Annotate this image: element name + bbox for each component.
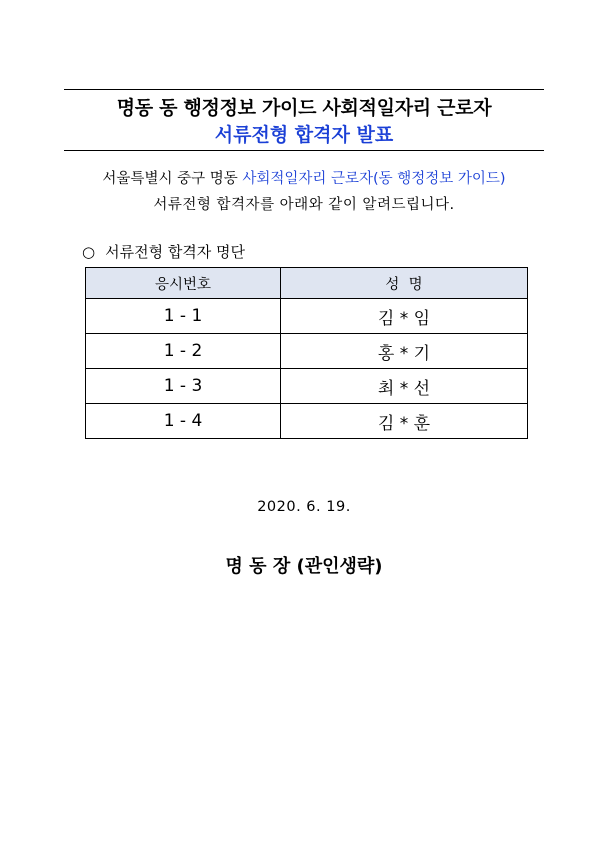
notice-date: 2020. 6. 19. bbox=[257, 499, 351, 515]
section-heading bbox=[82, 241, 245, 262]
table-row bbox=[86, 334, 528, 369]
notice-title: 명동 동 행정정보 가이드 사회적일자리 근로자 bbox=[116, 97, 492, 119]
intro-line-2: 서류전형 합격자를 아래와 같이 알려드립니다. bbox=[153, 197, 455, 213]
cell-number: 1 - 3 bbox=[86, 369, 281, 404]
cell-name: 김 * 훈 bbox=[281, 404, 528, 439]
header-number: 응시번호 bbox=[86, 268, 281, 299]
circle-bullet-icon: ○ bbox=[82, 243, 96, 261]
cell-number: 1 - 1 bbox=[86, 299, 281, 334]
title-top-rule bbox=[64, 89, 544, 90]
table-row bbox=[86, 404, 528, 439]
intro-line-1 bbox=[0, 167, 608, 188]
cell-name: 홍 * 기 bbox=[281, 334, 528, 369]
passer-table bbox=[85, 267, 528, 439]
section-label: 서류전형 합격자 명단 bbox=[105, 243, 246, 261]
table-row bbox=[86, 299, 528, 334]
cell-name: 김 * 임 bbox=[281, 299, 528, 334]
intro-highlight: 사회적일자리 근로자(동 행정정보 가이드) bbox=[242, 171, 506, 187]
cell-number: 1 - 4 bbox=[86, 404, 281, 439]
intro-prefix: 서울특별시 중구 명동 bbox=[102, 171, 243, 187]
signature-line: 명 동 장 (관인생략) bbox=[225, 556, 383, 577]
cell-name: 최 * 선 bbox=[281, 369, 528, 404]
cell-number: 1 - 2 bbox=[86, 334, 281, 369]
table-header-row bbox=[86, 268, 528, 299]
header-name: 성 명 bbox=[281, 268, 528, 299]
table-row bbox=[86, 369, 528, 404]
title-bottom-rule bbox=[64, 150, 544, 151]
notice-subtitle: 서류전형 합격자 발표 bbox=[214, 124, 394, 146]
